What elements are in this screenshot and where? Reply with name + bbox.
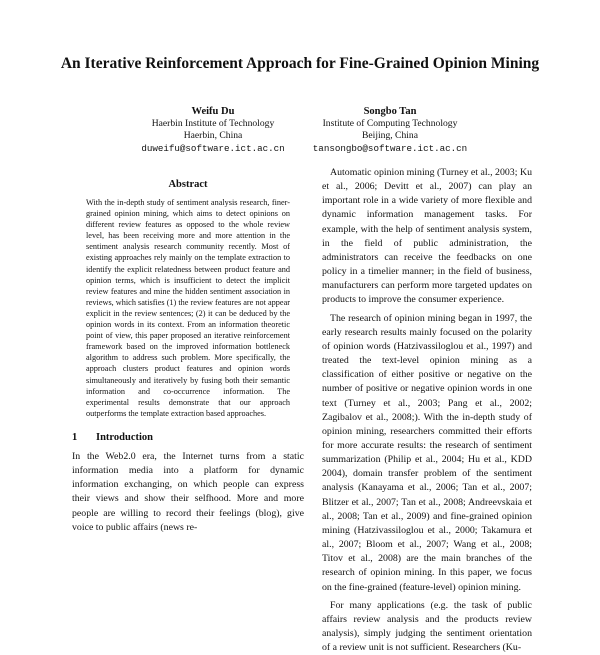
abstract-heading: Abstract <box>168 179 208 190</box>
author-location: Beijing, China <box>362 129 418 141</box>
author-email: tansongbo@software.ict.ac.cn <box>312 143 468 154</box>
left-column <box>72 178 304 535</box>
author-name: Songbo Tan <box>363 106 417 117</box>
author-location: Haerbin, China <box>183 129 243 141</box>
author-block-2 <box>290 105 490 155</box>
section-heading-introduction <box>72 431 304 444</box>
author-email: duweifu@software.ict.ac.cn <box>141 143 285 154</box>
paragraph: The research of opinion mining began in 1997, the early research results mainly focused on the polarity of opinion words (Hatzivassiloglou et al., 1997) and treated the text-level opinion mining as a classification of either positive or negative on the number of positive or negative opinion words in one text (Turney et al., 2003; Pang et al., 2002; Zagibalov et al., 2008;). With the in-depth study of opinion mining, researchers committed their efforts for more accurate results: the research of sentiment summarization (Philip et al., 2004; Hu et al., KDD 2004), domain transfer problem of the sentiment analysis (Kanayama et al., 2006; Tan et al., 2007; Blitzer et al., 2007; Tan et al., 2008; Andreevskaia et al., 2008; Tan et al., 2009) and fine-grained opinion mining (Hatzivassiloglou et al., 2000; Takamura et al., 2007; Bloom et al., 2007; Wang et al., 2008; Titov et al., 2008) are the main branches of the research of opinion mining. In this paper, we focus on the fine-grained (feature-level) opinion mining. <box>322 312 532 593</box>
author-block-1 <box>113 105 313 155</box>
paragraph: In the Web2.0 era, the Internet turns from a static information media into a platform for dynamic information exchanging, on which people can express their views and show their selfhood. More and more people are willing to record their feelings (blog), give voice to public affairs (news re- <box>72 450 304 533</box>
paragraph: Automatic opinion mining (Turney et al., 2003; Ku et al., 2006; Devitt et al., 2007) can play an important role in a wide variety of more flexible and dynamic information management tasks. For example, with the help of sentiment analysis system, in the field of public administration, the administrators can receive the feedbacks on one policy in a timelier manner; in the field of business, manufacturers can perform more targeted updates on products to improve the consumer experience. <box>322 167 532 306</box>
paragraph: For many applications (e.g. the task of public affairs review analysis and the products review analysis), simply judging the sentiment orientation of a review unit is not sufficient. Researchers (Ku- <box>322 599 532 654</box>
introduction-body <box>72 450 304 535</box>
author-affiliation: Institute of Computing Technology <box>322 118 458 129</box>
section-title: Introduction <box>96 431 153 443</box>
abstract-text: With the in-depth study of sentiment analysis research, finer-grained opinion mining, which aims to detect opinions on different review features as opposed to the whole review level, has been receiving more and more attention in the sentiment analysis research community recently. Most of existing approaches rely mainly on the template extraction to identify the explicit relatedness between product feature and opinion terms, which is insufficient to detect the implicit review features and mine the hidden sentiment association in reviews, which satisfies (1) the review features are not appear explicit in the review sentences; (2) it can be deduced by the opinion words in its context. From an information theoretic point of view, this paper proposed an iterative reinforcement framework based on the improved information bottleneck algorithm to address such problem. More specifically, the approach clusters product features and opinion words simultaneously and iteratively by fusing both their semantic information and co-occurrence information. The experimental results demonstrate that our approach outperforms the template extraction based approaches. <box>86 198 290 418</box>
paper-title: An Iterative Reinforcement Approach for Fine-Grained Opinion Mining <box>60 55 540 72</box>
section-number: 1 <box>72 431 78 443</box>
author-affiliation: Haerbin Institute of Technology <box>151 118 275 129</box>
author-name: Weifu Du <box>191 106 235 117</box>
right-column <box>322 166 532 655</box>
